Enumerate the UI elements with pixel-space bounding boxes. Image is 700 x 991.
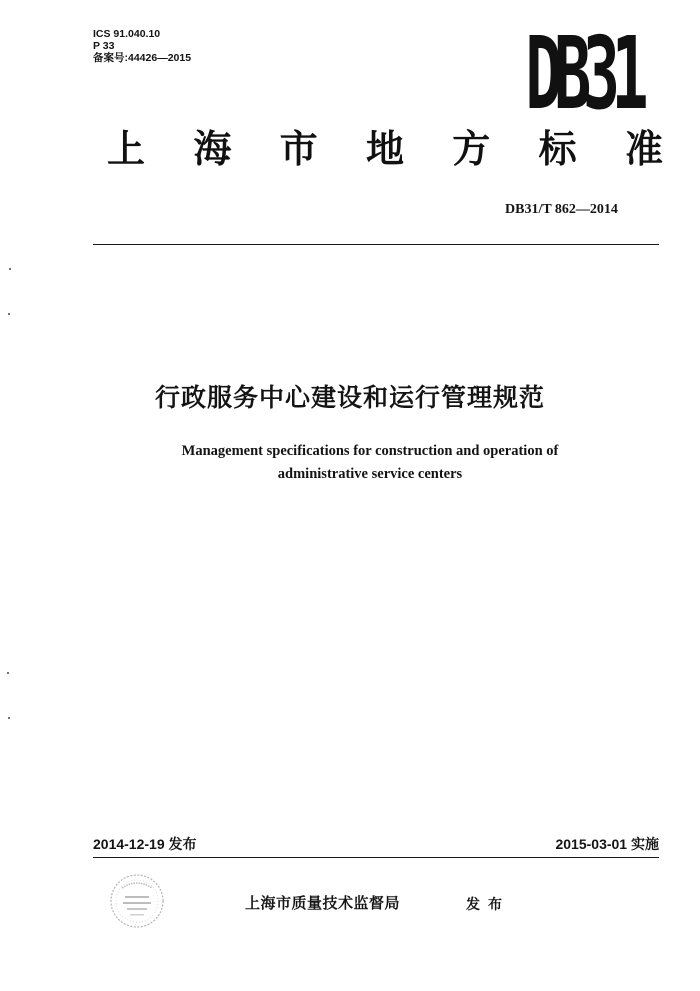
category-char: 地 bbox=[365, 127, 404, 171]
category-char: 标 bbox=[538, 127, 577, 171]
scan-speck bbox=[9, 268, 11, 270]
english-title-line-1: Management specifications for construction and operation of bbox=[181, 443, 559, 459]
filing-number: 备案号:44426—2015 bbox=[93, 52, 192, 64]
standard-number: DB31/T 862—2014 bbox=[505, 202, 618, 217]
english-title-line-2: administrative service centers bbox=[277, 466, 463, 482]
ccs-code: P 33 bbox=[93, 40, 115, 52]
scan-speck bbox=[8, 313, 10, 315]
category-char: 方 bbox=[452, 127, 491, 171]
official-seal-stamp bbox=[108, 872, 166, 930]
category-char: 市 bbox=[279, 127, 318, 171]
ics-code: ICS 91.040.10 bbox=[93, 28, 161, 40]
document-title-chinese: 行政服务中心建设和运行管理规范 bbox=[154, 383, 545, 412]
publishing-authority: 上海市质量技术监督局 bbox=[245, 894, 401, 912]
classification-block bbox=[93, 28, 191, 64]
top-divider bbox=[93, 244, 659, 245]
scan-speck bbox=[8, 717, 10, 719]
category-char: 上 bbox=[106, 127, 145, 171]
implementation-date: 2015-03-01 实施 bbox=[555, 836, 659, 852]
category-char: 准 bbox=[624, 127, 663, 171]
scan-speck bbox=[7, 672, 9, 674]
db31-logo: DB31 bbox=[525, 15, 640, 132]
publish-label: 发布 bbox=[466, 897, 510, 913]
issue-date: 2014-12-19 发布 bbox=[93, 836, 197, 852]
category-char: 海 bbox=[193, 127, 232, 171]
bottom-divider bbox=[93, 857, 659, 858]
document-title-english bbox=[120, 440, 620, 486]
standard-category-title bbox=[105, 126, 665, 172]
